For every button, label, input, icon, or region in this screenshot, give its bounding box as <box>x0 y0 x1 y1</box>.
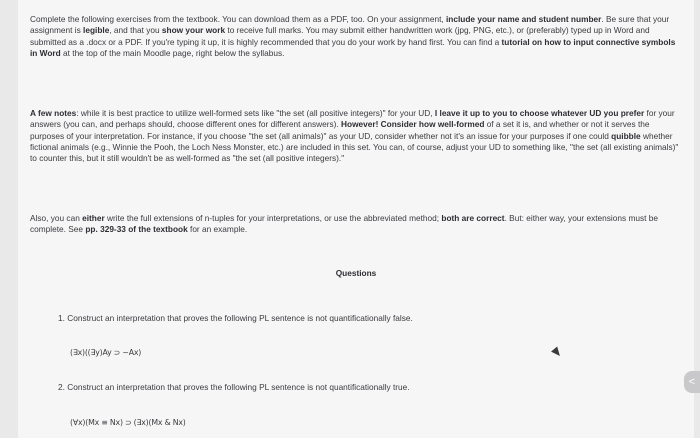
text-span: , and that you <box>109 25 162 36</box>
bold-span: A few notes <box>30 108 77 118</box>
bold-span: both are correct <box>441 213 505 223</box>
question-1-formula: (∃x)((∃y)Ay ⊃ ~Ax) <box>70 348 142 357</box>
question-2-formula: (∀x)(Mx ≡ Nx) ⊃ (∃x)(Mx & Nx) <box>70 418 186 427</box>
bold-span: either <box>82 213 105 223</box>
text-span: . But: either way, your extensions must be complete. See <box>30 213 658 235</box>
notes-paragraph <box>30 108 684 164</box>
questions-heading: Questions <box>335 268 377 278</box>
instructions-paragraph <box>30 14 684 59</box>
bold-span: However! Consider how well-formed <box>341 119 485 130</box>
text-span: . Be sure that your assignment is <box>30 14 670 36</box>
text-span: at the top of the main Moodle page, right below the syllabus. <box>60 47 285 58</box>
bold-span: I leave it up to you to choose whatever UD you prefer <box>434 108 645 118</box>
bold-span: show your work <box>161 25 226 36</box>
text-span: write the full extensions of n-tuples for your interpretations, or use the abbreviated method; <box>104 213 442 223</box>
text-span: : while it is best practice to utilize well-formed sets like "the set (all positive integers)" for your UD, <box>76 108 435 118</box>
question-2-text: 2. Construct an interpretation that proves the following PL sentence is not quantificationally true. <box>58 382 410 392</box>
text-span: Complete the following exercises from the textbook. You can download them as a PDF, too. On your assignment, <box>30 14 446 24</box>
text-span: to receive full marks. You may submit either handwritten work (jpg, PNG, etc.), or (preferably) typed up in Word and submitted as a .docx or a PDF. If you're typing it up, it is highly recommended that you do your work by hand first. You can find a <box>30 25 650 47</box>
text-span: for an example. <box>187 224 248 235</box>
bold-span: include your name and student number <box>446 14 602 24</box>
text-span: for your answers (you can, and perhaps should, choose different ones for different answers). <box>30 108 675 130</box>
text-span: whether fictional animals (e.g., Winnie the Pooh, the Loch Ness Monster, etc.) are included in this set. You can, of course, adjust your UD to something like, "the set (all existing animals)" to counter this, but it still wouldn't be as well-formed as "the set (all positive integers)." <box>30 130 679 164</box>
drawer-toggle-button[interactable]: < <box>684 371 700 393</box>
assignment-page <box>18 0 694 438</box>
bold-span: legible <box>83 25 110 36</box>
text-span: of a set it is, and whether or not it serves the purposes of your interpretation. For instance, if you choose "the set (all animals)" as your UD, consider whether not it's an issue for your purposes if one could <box>30 119 650 141</box>
bold-span: tutorial on how to input connective symbols in Word <box>30 36 676 58</box>
question-1-text: 1. Construct an interpretation that proves the following PL sentence is not quantificationally false. <box>58 313 413 323</box>
extensions-paragraph <box>30 213 684 236</box>
bold-span: pp. 329-33 of the textbook <box>85 224 188 235</box>
bold-span: quibble <box>611 130 641 141</box>
text-span: Also, you can <box>30 213 83 223</box>
mouse-pointer-icon <box>551 346 563 358</box>
